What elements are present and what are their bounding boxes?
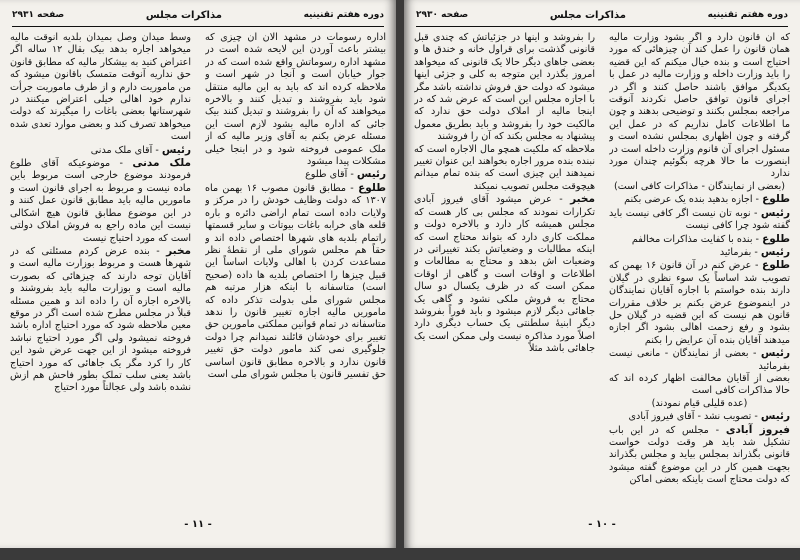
- paragraph: [414, 144, 595, 194]
- paragraph-text: تصویب نشد - آقای فیروز آبادی: [628, 411, 752, 423]
- page-header: [416, 6, 788, 27]
- speaker-name: مخبر: [570, 193, 595, 206]
- paragraph: [609, 373, 790, 398]
- paragraph-text: که آن قانون دارد و اگر بشود وزارت مالیه همان قانون را عمل کند آن چیزهائی که مورد احتیاج است و بنده خیال میکنم که این قضیه را باید وزارت داخله و وزارت مالیه در عمل با یکدیگر موافق باشند حاصل کنند و اگر در اجرای قانون توافق حاصل نکردند آنوقت مراجعه بمجلس بکنند و توضیحی بدهند و چون ما اطلاعات کامل نداریم که در عمل این گرفته و چون اظهاری بمجلس نشده است و مسئول اجرای آن قانوم وزارت داخله است در اینصورت ما حالا هرچه بگوئیم چندان مورد ندارد: [609, 32, 790, 180]
- paragraph: [205, 32, 386, 168]
- paragraph-text: (عده قلیلی قیام نمودند): [651, 397, 748, 409]
- speaker-name: رئیس: [356, 168, 386, 181]
- page-header: [12, 6, 384, 27]
- left-page: [0, 0, 396, 548]
- paragraph-text: وسط میدان وصل بمیدان بلدیه آنوقت مالیه میخواهد اجاره بدهد بیک بقال ۱۲ ساله اگر اعتراض کنید به بیشکار مالیه که مطابق قانون حق نداریه آنوقت متمسک باقانون میشود که من ماموریت دارم و از طرف ماموریت جرأت ندارم خود اهالی خیلی اعتراض میکنند در شهرستانها بعضی باغات را میگیرند که دولت میخواهد تصرف کند و بعضی موارد تعدی شده است: [10, 32, 191, 143]
- paragraph-text: اجازه بدهید بنده یک عرضی بکنم: [624, 194, 753, 206]
- paragraph: [609, 32, 790, 181]
- paragraph: مخبر - بنده عرض کردم مسئلتی که در شهرها هست و مربوط بوزارت مالیه است و آقایان توجه دارند که چیزهائی که بصورت مالیه است و بوزارت مالیه باید بفروشند و بالاخره اجازه آن را داده اند و همین مسئله قبلاً در مجلس مطرح شده است اگر در موقع معین ملاحظه شود که مورد احتیاج اداره باشد فروخته نمیشود ولی اگر مورد احتیاج نباشد فروخته میشود از این جهت عرض شود این کار را کرد مگر یک جاهائی که مورد احتیاج باشد یعنی سلب تملک بطور فاحش هم ازش نشده باشد ولی عجالتاً مورد احتیاج: [10, 244, 191, 394]
- speaker-name: فیروز آبادی: [725, 423, 790, 436]
- speaker-name: طلوع: [358, 181, 386, 194]
- page-footer-number: - ۱۱ -: [184, 519, 212, 530]
- paragraph: [10, 32, 191, 144]
- paragraph-text: آقای ملک مدنی: [90, 144, 153, 156]
- paragraph-text: آقای طلوع: [305, 169, 348, 181]
- paragraph: رئیس - آقای ملک مدنی: [90, 143, 191, 156]
- paragraph-text: عرض کنم در آن قانون ۱۶ بهمن که تصویب شد اساساً یک سوء نظری در گیلان دارند بنده خواستم با اجازه آقایان نمایندگان در اینموضوع عرض بکنم بر خلاف مقررات قانون هم نیست که این قضیه در گیلان حل بشود و رفع زحمت اهالی بشود اگر اجازه میدهند آقایان بنده آن عرایض را بکنم: [609, 260, 790, 346]
- page-number: صفحه ۲۹۳۰: [416, 10, 469, 20]
- paragraph: طلوع - مطابق قانون مصوب ۱۶ بهمن ماه ۱۳۰۷ که دولت وظایف خودش را در مرکز و ولایات داده است تمام اراضی دائره و باره قلعه های خرابه باغات بیوتات و سایر قسمتها راتمام بلدیه های شهرها اختصاص داده اند و حقاً هم مجلس شورای ملی از نقطهٔ نظر مساعدت کردن با اهالی ولایات اساساً این قبیل چیزها را اختصاص بلدیه ها داده (صحیح است) متاسفانه با اینکه هزار مرتبه هم مجلس شورای ملی بدولت تذکر داده که ماموریں مالیه اجازه تغییر قانون را ندهد متاسفانه در تمام قوانین مملکتی مامورین حق تغییر برای خودشان قائلند نمیدانم چرا دولت جلوگیری نمی کند مامور دولت حق تغییر قانون ندارد و بالاخره مطابق قانون اساسی حق تفسیر قانون با مجلس شورای ملی است: [205, 181, 386, 380]
- paragraph: رئیس - بعضی از نمایندگان - مانعی نیست بفرمائید: [609, 347, 790, 372]
- paragraph: ملک مدنی - موضوعیکه آقای طلوع فرمودند موضوع خارجی است مربوط باین ماده نیست و مربوط به اجرای قانون است و ماموریں مالیه باید مطابق قانون عمل کنند و در این موضوع مطابق قانون هیچ اشکالی نیست این ماده راجع به فروش املاک دولتی است که مورد احتیاج نیست: [10, 157, 191, 244]
- speaker-name: طلوع: [762, 193, 790, 206]
- running-title: مذاکرات مجلس: [549, 9, 626, 21]
- speaker-name: طلوع: [762, 259, 790, 272]
- paragraph: رئیس - تصویب نشد - آقای فیروز آبادی: [628, 410, 790, 423]
- paragraph: رئیس - بفرمائید: [719, 245, 790, 258]
- speaker-name: طلوع: [762, 232, 790, 245]
- paragraph: [609, 398, 790, 410]
- paragraph-text: عرض میشود آقای فیروز آبادی تکرارات نمودند که مجلس بی کار هست که مجلس همیشه کار دارد و بالاخره دولت و مملکت کاری دارد که بتواند محتاج است که اینکه مطالبات و وضعیاتش بکند تغییراتی در وضعیات اش بدهد و محتاج به مطالعات و اطلاعات و اوقات است و گاهی از اوقات ممکن است که در ظرف یکسال دو سال محتاج به فروش ملکی نشود و گاهی یک جاهائی دیگر لازم میشود و باید فوراً بفروشد دیگر ابنیهٔ سلطنتی یک حساب دیگری دارد اصلاً مورد مذاکره نیست ولی ممکن است یک جاهائی باشد مثلاً: [414, 194, 595, 355]
- paragraph: فیروز آبادی - مجلس که در این باب تشکیل شد باید هر وقت دولت خواست قانونی بگذراند بمجلس بیاید و مجلس بگذراند بجهت همین کار در این موضوع گفته میشود که دولت محتاج است باینکه بعضی اماکن: [609, 423, 790, 486]
- paragraph-text: بنده با کفایت مذاکرات مخالفم: [631, 233, 753, 245]
- speaker-name: رئیس: [760, 347, 790, 360]
- right-page: [404, 0, 800, 548]
- column-left: [10, 32, 191, 514]
- speaker-name: رئیس: [760, 410, 790, 423]
- paragraph-text: مطابق قانون مصوب ۱۶ بهمن ماه ۱۳۰۷ که دولت وظایف خودش را در مرکز و ولایات داده است تمام اراضی دائره و باره قلعه های خرابه باغات بیوتات و سایر قسمتها راتمام بلدیه های شهرها اختصاص داده اند و حقاً هم مجلس شورای ملی از نقطهٔ نظر مساعدت کردن با اهالی ولایات اساساً این قبیل چیزها را اختصاص بلدیه ها داده (صحیح است) متاسفانه با اینکه هزار مرتبه هم مجلس شورای ملی بدولت تذکر داده که ماموریں مالیه اجازه تغییر قانون را ندهد متاسفانه در تمام قوانین مملکتی مامورین حق تغییر برای خودشان قائلند نمیدانم چرا دولت جلوگیری نمی کند مامور دولت حق تغییر قانون ندارد و بالاخره مطابق قانون اساسی حق تفسیر قانون با مجلس شورای ملی است: [205, 182, 386, 380]
- paragraph-text: نوبه تان نیست اگر کافی نیست باید گفته شود چرا کافی نیست: [609, 207, 790, 232]
- paragraph-text: را بفروشد و اینها در جزئیاتش که چندی قبل قانونی گذشت برای قراول خانه و خندق ها و بعضی جاهای دیگر حالا یک قانونی که میخواهد امروز بگذرد این متوجه به کلی و جزئی اینها میشود که دولت حق فروش نداشته باشد مگر با اجازه مجلس این است که عرض شد که در اینجا مالیه از املاک دولت حق ندارد که مالکیت خود را بفروشد و باید بطریق معمول پیشنهاد به مجلس بکند که آن را فروشند: [414, 32, 595, 143]
- column-right: [205, 32, 386, 514]
- paragraph-text: اداره رسومات در مشهد الان آن چیزی که بیشتر باعث آوردن این لایحه شده است در مشهد اداره رسوماتش واقع شده است که در جوار خیابان است و آنجا در شهر است و ملاحظه کرده اند که باید به این مالیه منتقل شود باید بفروشند و تبدیل کنند و بالاخره میخواهند که آن را بفروشند و تبدیل کنند بیک جائی که اداره مالیه بشود لازم است این مسئله عرض بکنم به آقای وزیر مالیه که از ملک عمومی فروخته شود و در اینجا خیلی مشکلات پیدا میشود: [205, 32, 386, 168]
- paragraph: طلوع - اجازه بدهید بنده یک عرضی بکنم: [624, 193, 790, 206]
- page-footer-number: - ۱۰ -: [588, 519, 616, 530]
- column-right: [609, 32, 790, 514]
- page-number: صفحه ۲۹۳۱: [12, 10, 65, 20]
- speaker-name: رئیس: [760, 206, 790, 219]
- paragraph: [609, 181, 790, 193]
- speaker-name: رئیس: [760, 245, 790, 258]
- speaker-name: رئیس: [161, 143, 191, 156]
- text-columns: [414, 32, 790, 514]
- paragraph-text: (بعضی از نمایندگان - مذاکرات کافی است): [613, 180, 786, 192]
- column-left: [414, 32, 595, 514]
- paragraph-text: موضوعیکه آقای طلوع فرمودند موضوع خارجی است مربوط باین ماده نیست و مربوط به اجرای قانون است و ماموریں مالیه باید مطابق قانون عمل کنند و در این موضوع مطابق قانون هیچ اشکالی نیست این ماده راجع به فروش املاک دولتی است که مورد احتیاج نیست: [10, 158, 191, 244]
- running-title: مذاکرات مجلس: [145, 9, 222, 21]
- speaker-name: ملک مدنی: [132, 157, 191, 170]
- paragraph: رئیس - آقای طلوع: [305, 168, 386, 181]
- text-columns: [10, 32, 386, 514]
- paragraph: رئیس - نوبه تان نیست اگر کافی نیست باید گفته شود چرا کافی نیست: [609, 206, 790, 232]
- paragraph-text: بعضی از نمایندگان - مانعی نیست بفرمائید: [609, 348, 790, 372]
- paragraph-text: مجلس که در این باب تشکیل شد باید هر وقت دولت خواست قانونی بگذراند بمجلس بیاید و مجلس بگذراند بجهت همین کار در این موضوع گفته میشود که دولت محتاج است باینکه بعضی اماکن: [609, 424, 790, 486]
- paragraph-text: بنده عرض کردم مسئلتی که در شهرها هست و مربوط بوزارت مالیه است و آقایان توجه دارند که چیزهائی که بصورت مالیه است و بوزارت مالیه باید بفروشند و بالاخره اجازه آن را داده اند و همین مسئله قبلاً در مجلس مطرح شده است اگر در موقع معین ملاحظه شود که مورد احتیاج اداره باشد فروخته نمیشود ولی اگر مورد احتیاج نباشد فروخته میشود از این جهت عرض شود این کار را کرد مگر یک جاهائی که مورد احتیاج باشد یعنی سلب تملک بطور فاحش هم ازش نشده باشد ولی عجالتاً مورد احتیاج: [10, 245, 191, 394]
- paragraph: مخبر - عرض میشود آقای فیروز آبادی تکرارات نمودند که مجلس بی کار هست که مجلس همیشه کار دارد و بالاخره دولت و مملکت کاری دارد که بتواند محتاج است که اینکه مطالبات و وضعیاتش بکند تغییراتی در وضعیات اش بدهد و محتاج به مطالعات و اطلاعات و اوقات است و گاهی از اوقات ممکن است که در ظرف یکسال دو سال محتاج به فروش ملکی نشود و گاهی یک جاهائی دیگر لازم میشود و باید فوراً بفروشد دیگر ابنیهٔ سلطنتی یک حساب دیگری دارد اصلاً مورد مذاکره نیست ولی ممکن است یک جاهائی باشد مثلاً: [414, 193, 595, 355]
- paragraph: طلوع - عرض کنم در آن قانون ۱۶ بهمن که تصویب شد اساساً یک سوء نظری در گیلان دارند بنده خواستم با اجازه آقایان نمایندگان در اینموضوع عرض بکنم بر خلاف مقررات قانون هم نیست که این قضیه در گیلان حل بشود و رفع زحمت اهالی بشود اگر اجازه میدهند آقایان بنده آن عرایض را بکنم: [609, 259, 790, 346]
- paragraph: طلوع - بنده با کفایت مذاکرات مخالفم: [631, 232, 790, 245]
- paragraph: [414, 32, 595, 144]
- session-label: دوره هفتم تقنینیه: [707, 10, 788, 20]
- paragraph-text: بعضی از آقایان مخالفت اظهار کرده اند که حالا مذاکرات کافی است: [609, 372, 790, 397]
- paragraph-text: بفرمائید: [719, 246, 752, 258]
- speaker-name: مخبر: [166, 244, 191, 257]
- paragraph-text: ملاحظه که ملکیت همچو مال الاجاره است که نبنده بنده مرور اجاره بخواهند این عنوان تغییر نمیدهند این چیزی است که بنده تمام میدانم هیچوقت مجلس تصویب نمیکند: [414, 143, 595, 192]
- session-label: دوره هفتم تقنینیه: [303, 10, 384, 20]
